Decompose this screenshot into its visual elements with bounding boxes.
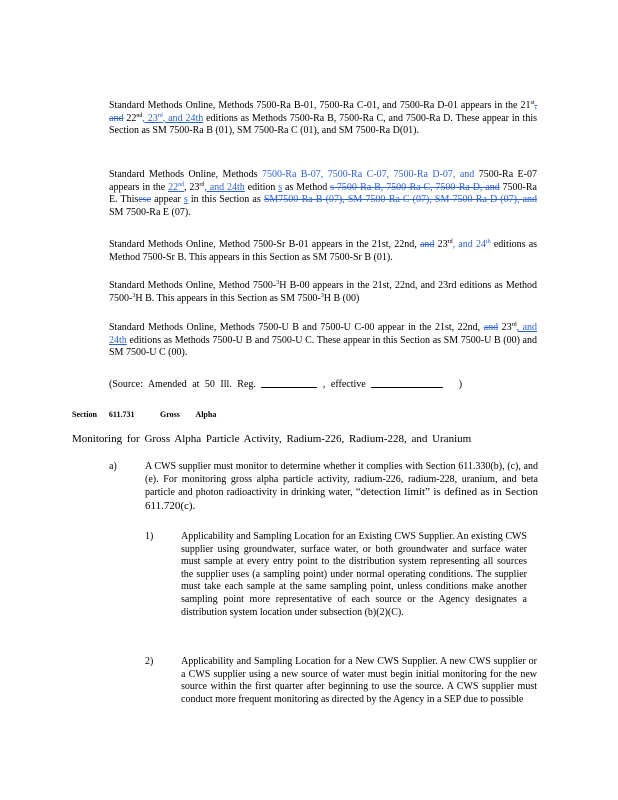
paragraph-ra-b01: Standard Methods Online, Methods 7500-Ra B-01, 7500-Ra C-01, and 7500-Ra D-01 appears in the 21st, and 22nd, 23rd, and 24th editions as Methods 7500-Ra B, 7500-Ra C, and 7500-Ra D. These appear in this Section as SM 7500-Ra B (01), SM 7500-Ra C (01), and SM 7500-Ra D(01). [109,100,538,137]
item-2-text: Applicability and Sampling Location for a New CWS Supplier. A new CWS supplier or a CWS supplier using a new source of water must begin initial monitoring for the new source within the first quarter after beginning to use the source. A CWS supplier must conduct more frequent monitoring as directed by the Agency in a SEP due to possible [181,656,537,705]
item-a-text: A CWS supplier must monitor to determine whether it complies with Section 611.330(b), (c), and (e). For monitoring gross alpha particle activity, radium-226, radium-228, uranium, and beta particle and photon radioactivity in drinking water, “detection limit” is defined as in Section 611.720(c). [145,461,538,512]
section-number: Section 611.731 [72,410,135,419]
paragraph-ra-b07: Standard Methods Online, Methods 7500-Ra B-07, 7500-Ra C-07, 7500-Ra D-07, and 7500-Ra E-07 appears in the 22nd, 23rd, and 24th edition s as Method s 7500-Ra B, 7500-Ra C, 7500-Ra D, and 7500-Ra E. Thisese appear s in this Section as SM7500-Ra B (07), SM 7500-Ra C (07), SM 7500-Ra D (07), and SM 7500-Ra E (07). [109,169,537,218]
item-2-label: 2) [145,656,154,667]
source-note: (Source: Amended at 50 Ill. Reg. , effective ) [109,379,463,390]
paragraph-sr-b01: Standard Methods Online, Method 7500-Sr B-01 appears in the 21st, 22nd, and 23rd, and 24th editions as Method 7500-Sr B. This appears in this Section as SM 7500-Sr B (01). [109,239,538,263]
reg-volume-blank [261,378,317,388]
section-title: Gross Alpha [160,410,217,419]
item-1-text: Applicability and Sampling Location for an Existing CWS Supplier. An existing CWS supplier using groundwater, surface water, or both groundwater and surface water must sample at every entry point to the distribution system representing all sources the supplier uses (a sampling point) under normal operating conditions. The supplier must take each sample at the same sampling point, unless conditions make another sampling point more representative of each source or the Agency designates a distribution system location under subsection (b)(2)(C). [181,531,527,618]
item-1-label: 1) [145,531,154,542]
paragraph-3h-b00: Standard Methods Online, Method 7500-$^3$H B-00 appears in the 21st, 22nd, and 23rd editions as Method 7500-$^3$H B. This appears in this Section as SM 7500-$^3$H B (00) [109,280,538,304]
section-heading: Monitoring for Gross Alpha Particle Activity, Radium-226, Radium-228, and Uranium [72,433,472,445]
effective-date-blank [371,378,443,388]
paragraph-u-b: Standard Methods Online, Methods 7500-U B and 7500-U C-00 appear in the 21st, 22nd, and 23rd, and 24th editions as Methods 7500-U B and 7500-U C. These appear in this Section as SM 7500-U B (00) and SM 7500-U C (00). [109,322,538,359]
item-a-label: a) [109,461,117,472]
